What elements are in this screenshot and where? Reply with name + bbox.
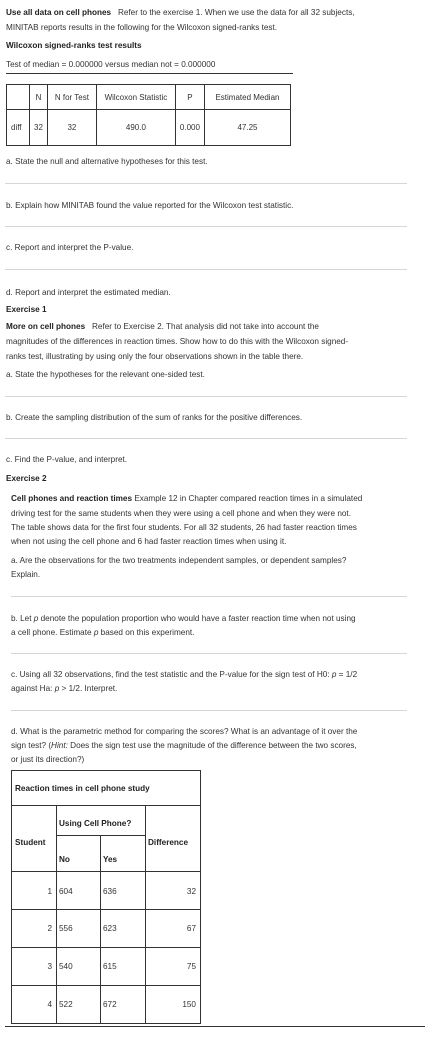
exercise-1-label: Exercise 1 (6, 305, 47, 314)
cell-n: 32 (30, 110, 48, 146)
q-ex2-b-p: p (33, 614, 39, 623)
student-header: Student (15, 838, 46, 847)
col-divider-1 (56, 806, 57, 1023)
no-1: 604 (59, 887, 73, 896)
question-ex1-c: c. Find the P-value, and interpret. (6, 455, 128, 464)
intro-text-1: Refer to the exercise 1. When we use the data for all 32 subjects, (117, 8, 355, 17)
intro-text-2: MINITAB reports results in the following for the Wilcoxon signed-ranks test. (6, 23, 278, 32)
cell-label: diff (7, 110, 30, 146)
col-divider-2 (100, 836, 101, 1023)
student-2: 2 (47, 924, 52, 933)
answer-rule-ex1-b (5, 438, 407, 439)
student-3: 3 (47, 962, 52, 971)
answer-rule-ex2-c (11, 710, 407, 711)
exercise-2-line-1 (11, 494, 362, 503)
answer-rule-ex2-b (11, 653, 407, 654)
yes-3: 615 (103, 962, 117, 971)
wilcoxon-table (6, 84, 291, 146)
question-ex2-b-line-2 (11, 628, 194, 637)
question-ex2-c-line-2 (11, 684, 117, 693)
exercise-1-line-2: magnitudes of the differences in reaction times. Show how to do this with the Wilcoxon signed- (6, 337, 349, 346)
col-divider-3 (145, 806, 146, 1023)
answer-rule-1b (5, 226, 407, 227)
difference-header: Difference (148, 838, 189, 847)
wilcoxon-heading: Wilcoxon signed-ranks test results (6, 41, 142, 50)
question-1c: c. Report and interpret the P-value. (6, 243, 134, 252)
header-n: N (30, 85, 48, 110)
question-ex1-a: a. State the hypotheses for the relevant one-sided test. (6, 370, 205, 379)
page-bottom-rule (5, 1026, 425, 1027)
no-2: 556 (59, 924, 73, 933)
question-1b: b. Explain how MINITAB found the value reported for the Wilcoxon test statistic. (6, 201, 294, 210)
q-ex2-c-p: p (331, 670, 337, 679)
row-divider-1 (12, 909, 200, 910)
yes-header: Yes (103, 855, 118, 864)
exercise-1-line-1 (6, 322, 319, 331)
header-blank (7, 85, 30, 110)
q-ex2-c-post: = 1/2 (336, 670, 358, 679)
q-ex2-b2-post: based on this experiment. (98, 628, 195, 637)
question-ex2-a-line-2: Explain. (11, 570, 41, 579)
header-wilcoxon-statistic: Wilcoxon Statistic (96, 85, 175, 110)
answer-rule-1c (5, 269, 407, 270)
question-ex2-b-line-1 (11, 614, 356, 623)
question-ex1-b: b. Create the sampling distribution of the sum of ranks for the positive differences. (6, 413, 303, 422)
header-divider (12, 871, 200, 872)
test-line-underline (6, 73, 293, 74)
question-ex2-d-line-3: or just its direction?) (11, 755, 85, 764)
wilcoxon-header-row (7, 85, 291, 110)
answer-rule-ex1-a (5, 396, 407, 397)
reaction-table-caption: Reaction times in cell phone study (15, 784, 150, 793)
cell-n-for-test: 32 (47, 110, 96, 146)
q-ex2-b2-pre: a cell phone. Estimate (11, 628, 94, 637)
exercise-1-line-3: ranks test, illustrating by using only the four observations shown in the table there. (6, 352, 304, 361)
header-p: P (175, 85, 204, 110)
cell-p: 0.000 (175, 110, 204, 146)
q-ex2-c-pre: c. Using all 32 observations, find the test statistic and the P-value for the sign test of H0: (11, 670, 332, 679)
q-ex2-d-post: Does the sign test use the magnitude of the difference between the two scores, (67, 741, 357, 750)
q-ex2-c2-p: p (54, 684, 60, 693)
difference-3: 75 (186, 962, 196, 971)
reaction-times-table (11, 770, 201, 1024)
no-3: 540 (59, 962, 73, 971)
question-1a: a. State the null and alternative hypotheses for this test. (6, 157, 208, 166)
yes-1: 636 (103, 887, 117, 896)
yes-2: 623 (103, 924, 117, 933)
header-n-for-test: N for Test (47, 85, 96, 110)
answer-rule-1a (5, 183, 407, 184)
wilcoxon-test-line: Test of median = 0.000000 versus median not = 0.000000 (6, 60, 216, 69)
row-divider-2 (12, 947, 200, 948)
using-cell-phone-header: Using Cell Phone? (59, 819, 132, 828)
exercise-2-line-2: driving test for the same students when they were using a cell phone and when they were not. (11, 509, 351, 518)
q-ex2-c2-pre: against Ha: (11, 684, 55, 693)
cell-wilcoxon-statistic: 490.0 (96, 110, 175, 146)
difference-1: 32 (186, 887, 196, 896)
header-estimated-median: Estimated Median (204, 85, 290, 110)
difference-4: 150 (182, 1000, 196, 1009)
exercise-2-text-1: Example 12 in Chapter compared reaction times in a simulated (134, 494, 363, 503)
wilcoxon-data-row (7, 110, 291, 146)
no-4: 522 (59, 1000, 73, 1009)
student-1: 1 (47, 887, 52, 896)
exercise-1-text-1: Refer to Exercise 2. That analysis did not take into account the (92, 322, 319, 331)
yes-4: 672 (103, 1000, 117, 1009)
cell-estimated-median: 47.25 (204, 110, 290, 146)
exercise-2-line-4: when not using the cell phone and 6 had faster reaction times when using it. (11, 537, 287, 546)
difference-2: 67 (186, 924, 196, 933)
q-ex2-c2-post: > 1/2. Interpret. (59, 684, 118, 693)
student-4: 4 (47, 1000, 52, 1009)
question-ex2-d-line-2 (11, 741, 357, 750)
question-1d: d. Report and interpret the estimated median. (6, 288, 171, 297)
exercise-2-line-3: The table shows data for the first four students. For all 32 students, 26 had faster reaction times (11, 523, 357, 532)
intro-line-1 (6, 8, 355, 17)
no-header: No (59, 855, 70, 864)
row-divider-3 (12, 985, 200, 986)
q-ex2-b-post: denote the population proportion who would have a faster reaction time when not using (38, 614, 356, 623)
exercise-2-title: Cell phones and reaction times (11, 494, 133, 503)
answer-rule-ex2-a (11, 596, 407, 597)
q-ex2-d-hint: Hint: (51, 741, 68, 750)
question-ex2-d-line-1: d. What is the parametric method for comparing the scores? What is an advantage of it over the (11, 727, 358, 736)
question-ex2-a-line-1: a. Are the observations for the two treatments independent samples, or dependent samples? (11, 556, 347, 565)
exercise-1-title: More on cell phones (6, 322, 86, 331)
q-ex2-b-pre: b. Let (11, 614, 34, 623)
exercise-2-label: Exercise 2 (6, 474, 47, 483)
q-ex2-b2-p: p (93, 628, 99, 637)
intro-title: Use all data on cell phones (6, 8, 112, 17)
question-ex2-c-line-1 (11, 670, 357, 679)
group-divider (56, 835, 146, 836)
caption-divider (12, 805, 200, 806)
q-ex2-d-pre: sign test? ( (11, 741, 52, 750)
